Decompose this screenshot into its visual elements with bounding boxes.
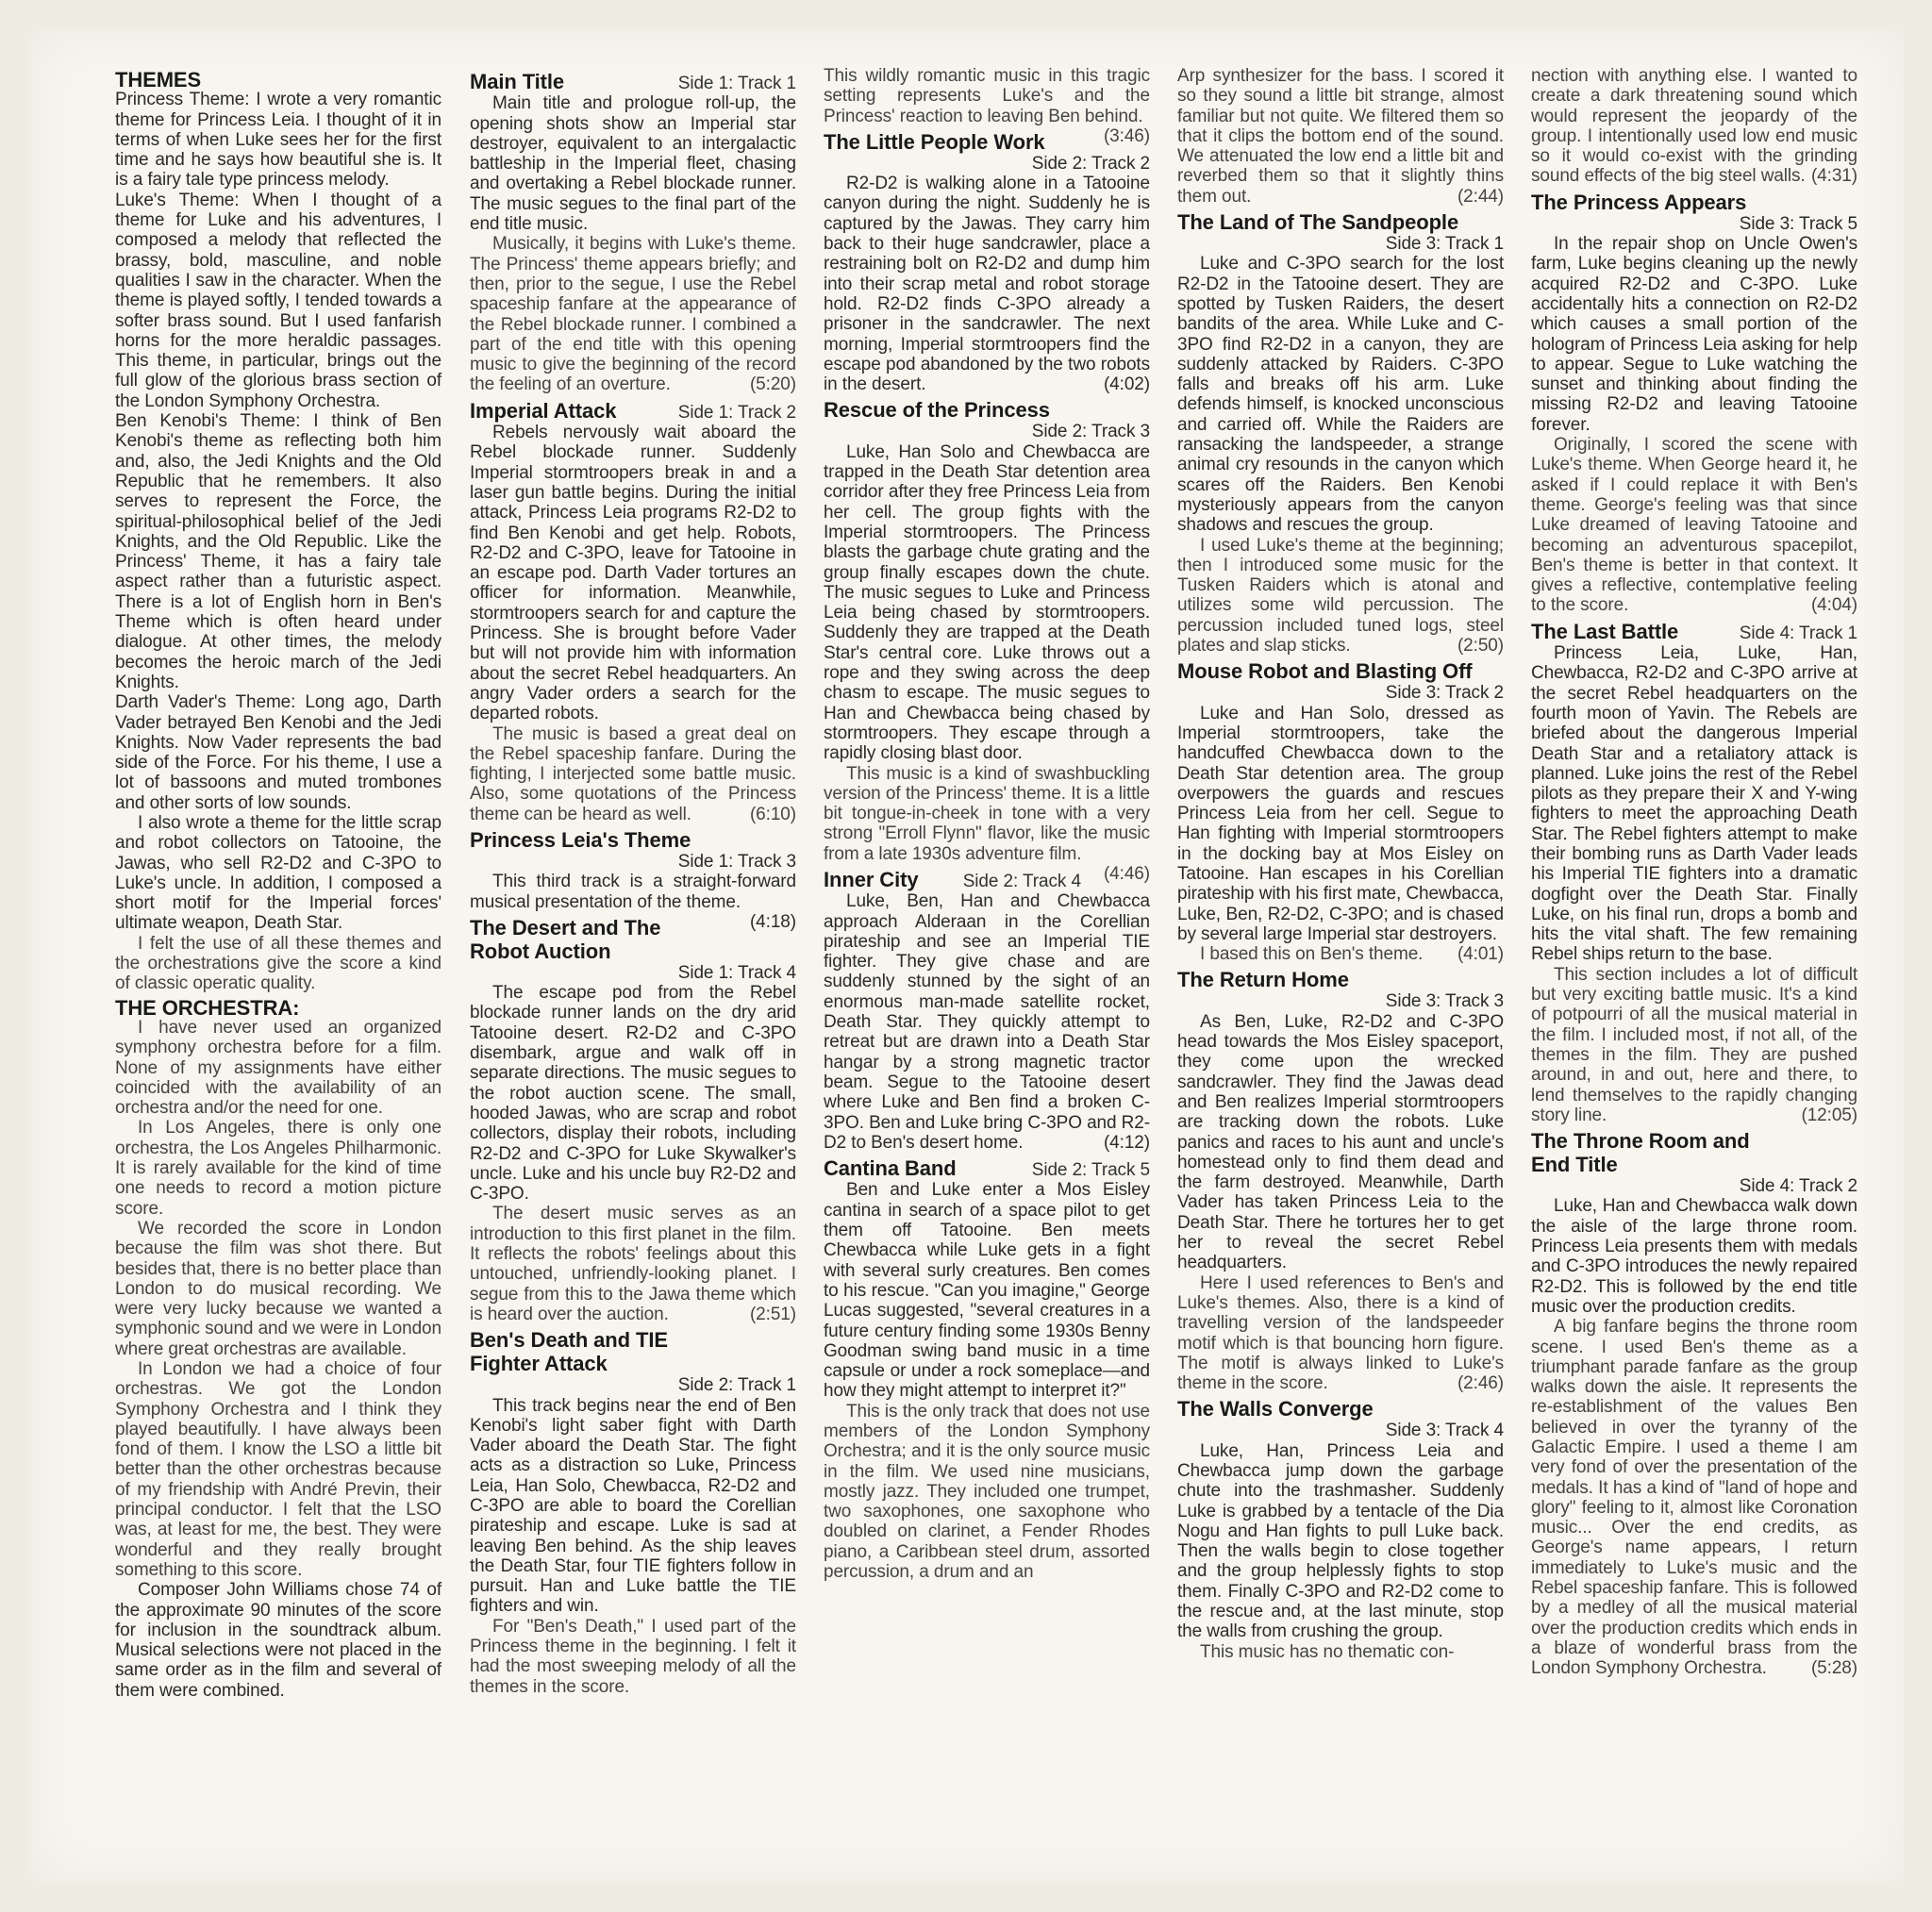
cantina-band-heading-row bbox=[824, 1156, 1150, 1180]
inner-city-desc bbox=[824, 891, 1150, 1153]
throne-room-desc: Luke, Han and Chewbacca walk down the aisle of the large throne room. Princess Leia presents them with medals and C-3PO introduces the newly repaired R2-D2. This is followed by the end title music over the production credits. bbox=[1531, 1196, 1857, 1317]
column-side1 bbox=[470, 66, 796, 1697]
main-title-duration: (5:20) bbox=[749, 374, 796, 395]
orchestra-paragraph-4: In London we had a choice of four orchestras. We got the London Symphony Orchestra and I think they played beautifully. I have always been fond of them. I know the LSO a little bit better than the other orchestras because of my friendship with André Previn, their principal conductor. I felt that the LSO was, at least for me, the best. They were wonderful and they really brought something to this score. bbox=[115, 1359, 441, 1580]
mouse-robot-duration: (4:01) bbox=[1457, 944, 1504, 965]
princess-appears-track: Side 3: Track 5 bbox=[1739, 213, 1857, 234]
leia-theme-desc bbox=[470, 872, 796, 932]
walls-converge-notes: This music has no thematic con- bbox=[1200, 1641, 1455, 1662]
last-battle-notes-text: This section includes a lot of difficult but very exciting battle music. It's a kind of potpourri of all the musical material in the film. I included most, if not all, of the themes in the film. They are pushed around, in and out, here and there, to lend themselves to the rapidly changing story line. bbox=[1531, 964, 1857, 1125]
themes-heading: THEMES bbox=[115, 68, 202, 91]
last-battle-track: Side 4: Track 1 bbox=[1739, 623, 1857, 643]
last-battle-heading-row bbox=[1531, 620, 1857, 643]
luke-theme-label: Luke's Theme: bbox=[115, 190, 240, 210]
return-home-notes bbox=[1177, 1273, 1504, 1394]
column-side3 bbox=[1177, 66, 1504, 1662]
rescue-princess-heading: Rescue of the Princess bbox=[824, 398, 1050, 423]
last-battle-notes bbox=[1531, 965, 1857, 1125]
orchestra-paragraph-2: In Los Angeles, there is only one orchestra, the Los Angeles Philharmonic. It is rarely available for the kind of time one needs to record a motion picture score. bbox=[115, 1118, 441, 1219]
inner-city-heading-row bbox=[824, 868, 1081, 891]
cantina-band-heading: Cantina Band bbox=[824, 1156, 957, 1181]
operatic-paragraph: I felt the use of all these themes and the orchestrations give the score a kind of classic operatic quality. bbox=[115, 933, 441, 994]
inner-city-track: Side 2: Track 4 bbox=[962, 871, 1081, 891]
walls-converge-desc: Luke, Han, Princess Leia and Chewbacca jump down the garbage chute into the trashmasher. Suddenly Luke is grabbed by a tentacle of the Dia Nogu and Han fights to pull Luke back. Then the walls begin to close together and the group helplessly fights to stop them. Finally C-3PO and R2-D2 come to the rescue and, at the last minute, stop the walls from crushing the group. bbox=[1177, 1440, 1504, 1642]
mouse-robot-heading: Mouse Robot and Blasting Off bbox=[1177, 659, 1473, 684]
column-themes bbox=[115, 66, 441, 1701]
little-people-desc bbox=[824, 174, 1150, 394]
walls-converge-duration: (4:31) bbox=[1810, 166, 1857, 187]
return-home-notes-text: Here I used references to Ben's and Luke's themes. Also, there is a kind of travelling version of the landspeeder motif which is that bouncing horn figure. The motif is always linked to Luke's theme in the score. bbox=[1177, 1272, 1504, 1394]
imperial-attack-heading-row bbox=[470, 399, 796, 423]
mouse-robot-track: Side 3: Track 2 bbox=[1385, 683, 1504, 704]
bens-death-track: Side 2: Track 1 bbox=[677, 1375, 796, 1396]
imperial-attack-desc: Rebels nervously wait aboard the Rebel blockade runner. Suddenly Imperial stormtroopers break in and a laser gun battle begins. During the initial attack, Princess Leia programs R2-D2 to find Ben Kenobi and get help. Robots, R2-D2 and C-3PO, leave for Tatooine in an escape pod. Darth Vader tortures an officer for information. Meanwhile, stormtroopers search for and capture the Princess. She is brought before Vader but will not provide him with information about the secret Rebel headquarters. An angry Vader orders a search for the departed robots. bbox=[470, 423, 796, 724]
princess-theme-label: Princess Theme: bbox=[115, 90, 250, 110]
princess-appears-desc: In the repair shop on Uncle Owen's farm, Luke begins cleaning up the newly acquired R2-D2 and C-3PO. Luke accidentally hits a connection on R2-D2 which causes a small portion of the hologram of Princess Leia asking for help to appear. Segue to Luke watching the sunset and thinking about finding the missing R2-D2 and leaving Tatooine forever. bbox=[1531, 234, 1857, 435]
last-battle-heading: The Last Battle bbox=[1531, 619, 1679, 643]
desert-auction-track: Side 1: Track 4 bbox=[677, 962, 796, 983]
inner-city-duration: (4:12) bbox=[1103, 1132, 1150, 1153]
orchestra-heading: THE ORCHESTRA: bbox=[115, 995, 300, 1020]
cantina-band-notes-continued-text: Arp synthesizer for the bass. I scored it so they sound a little bit strange, almost familiar but not quite. We filtered them so that it clips the bottom end of the sound. We attenuated the low end a little bit and reverbed them so that it slightly thins them out. bbox=[1177, 66, 1504, 207]
inner-city-heading: Inner City bbox=[824, 867, 919, 891]
main-title-track: Side 1: Track 1 bbox=[677, 74, 796, 93]
imperial-attack-notes-text: The music is based a great deal on the Rebel spaceship fanfare. During the fighting, I interjected some battle music. Also, some quotations of the Princess theme can be heard as well. bbox=[470, 723, 796, 824]
rescue-princess-notes-text: This music is a kind of swashbuckling version of the Princess' theme. It is a little bit tongue-in-cheek in tone with a very strong "Erroll Flynn" flavor, like the music from a late 1930s adventure film. bbox=[824, 763, 1150, 864]
mouse-robot-desc: Luke and Han Solo, dressed as Imperial stormtroopers, take the handcuffed Chewbacca down to the Death Star detention area. The group overpowers the guards and rescues Princess Leia from her cell. Segue to Han fighting with Imperial stormtroopers in the docking bay at Mos Eisley on Tatooine. Han escapes in his Corellian pirateship with his first mate, Chewbacca, Luke, Ben, R2-D2, C-3PO; and is chased by several large Imperial star destroyers. bbox=[1177, 703, 1504, 944]
sandpeople-track: Side 3: Track 1 bbox=[1385, 234, 1504, 255]
little-people-heading: The Little People Work bbox=[824, 129, 1045, 154]
desert-auction-notes-text: The desert music serves as an introduction to this first planet in the film. It reflects the robots' feelings about this untouched, unfriendly-looking planet. I segue from this to the Jawa theme which is heard over the auction. bbox=[470, 1204, 796, 1324]
orchestra-paragraph-1: I have never used an organized symphony orchestra before for a film. None of my assignments have either coincided with the availability of an orchestra and/or the need for one. bbox=[115, 1017, 441, 1119]
main-title-desc: Main title and prologue roll-up, the opening shots show an Imperial star destroyer, equivalent to an intergalactic battleship in the Imperial fleet, chasing and overtaking a Rebel blockade runner. The music segues to the final part of the end title music. bbox=[470, 93, 796, 235]
bens-death-heading: Ben's Death and TIE Fighter Attack bbox=[470, 1328, 668, 1376]
last-battle-desc: Princess Leia, Luke, Han, Chewbacca, R2-D2 and C-3PO arrive at the secret Rebel headquarters on the fourth moon of Yavin. The Rebels are briefed about the dangerous Imperial Death Star and a retaliatory attack is planned. Luke joins the rest of the Rebel pilots as they prepare their X and Y-wing fighters to meet the approaching Death Star. The Rebel fighters attempt to make their bombing runs as Darth Vader leads his Imperial TIE fighters into a dramatic dogfight over the Death Star. Finally Luke, on his final run, drops a bomb and hits the vital shaft. The few remaining Rebel ships return to the base. bbox=[1531, 643, 1857, 965]
princess-appears-notes bbox=[1531, 435, 1857, 616]
column-side4 bbox=[1531, 66, 1857, 1679]
sandpeople-heading: The Land of The Sandpeople bbox=[1177, 210, 1459, 235]
rescue-princess-duration: (4:46) bbox=[1103, 863, 1150, 884]
desert-auction-heading: The Desert and The Robot Auction bbox=[470, 915, 661, 963]
little-people-duration: (4:02) bbox=[1103, 374, 1150, 395]
mouse-robot-notes-text: I based this on Ben's theme. bbox=[1200, 944, 1424, 965]
princess-theme-paragraph bbox=[115, 90, 441, 190]
imperial-attack-track: Side 1: Track 2 bbox=[677, 402, 796, 423]
imperial-attack-heading: Imperial Attack bbox=[470, 398, 617, 423]
composer-paragraph: Composer John Williams chose 74 of the approximate 90 minutes of the score for inclusion in the soundtrack album. Musical selections were not placed in the same order as in the film and several of them were combined. bbox=[115, 1580, 441, 1701]
walls-converge-track: Side 3: Track 4 bbox=[1385, 1421, 1504, 1441]
walls-converge-notes-continued bbox=[1531, 66, 1857, 187]
luke-theme-text: When I thought of a theme for Luke and his adventures, I composed a melody that reflected the brassy, bold, masculine, and noble qualities I saw in the character. When the theme is played softly, I tended towards a softer brass sound. But I used fanfarish horns for the more heraldic passages. This theme, in particular, brings out the full glow of the glorious brass section of the London Symphony Orchestra. bbox=[115, 190, 441, 411]
vader-theme-text: Long ago, Darth Vader betrayed Ben Kenobi and the Jedi Knights. Now Vader represents the bad side of the Force. For his theme, I use a lot of bassoons and muted trombones and other sorts of low sounds. bbox=[115, 692, 441, 813]
last-battle-duration: (12:05) bbox=[1801, 1105, 1857, 1125]
vader-theme-label: Darth Vader's Theme: bbox=[115, 692, 296, 713]
rescue-princess-desc: Luke, Han Solo and Chewbacca are trapped in the Death Star detention area corridor after they free Princess Leia from her cell. The group fights with the Imperial stormtroopers. The Princess blasts the garbage chute grating and the group finally escapes down the chute. The music segues to Luke and Princess Leia being chased by stormtroopers. Suddenly they are trapped at the Death Star's central core. Luke throws out a rope and they swing across the deep chasm to escape. The music segues to Han and Chewbacca being chased by stormtroopers. They escape through a rapidly closing blast door. bbox=[824, 441, 1150, 764]
jawa-motif-paragraph: I also wrote a theme for the little scrap and robot collectors on Tatooine, the Jawas, who sell R2-D2 and C-3PO to Luke's uncle. In addition, I composed a short motif for the Imperial forces' ultimate weapon, Death Star. bbox=[115, 812, 441, 934]
rescue-princess-track: Side 2: Track 3 bbox=[1031, 422, 1150, 442]
mouse-robot-notes bbox=[1177, 944, 1504, 964]
inner-city-desc-text: Luke, Ben, Han and Chewbacca approach Alderaan in the Corellian pirateship and see an Imperial TIE fighter. They give chase and are suddenly stunned by the sight of an enormous man-made satellite rocket, Death Star. They quickly attempt to retreat but are drawn into a Death Star hangar by a strong magnetic tractor beam. Segue to the Tatooine desert where Luke and Ben find a broken C-3PO. Ben and Luke bring C-3PO and R2-D2 to Ben's desert home. bbox=[824, 891, 1150, 1153]
imperial-attack-duration: (6:10) bbox=[749, 804, 796, 824]
return-home-duration: (2:46) bbox=[1457, 1373, 1504, 1394]
column-side2 bbox=[824, 66, 1150, 1582]
cantina-band-track: Side 2: Track 5 bbox=[1031, 1160, 1150, 1181]
liner-notes-sheet bbox=[28, 28, 1904, 1884]
little-people-track: Side 2: Track 2 bbox=[1031, 153, 1150, 174]
bens-death-duration: (3:46) bbox=[1103, 125, 1150, 146]
desert-auction-notes bbox=[470, 1204, 796, 1324]
return-home-heading: The Return Home bbox=[1177, 968, 1349, 992]
leia-theme-track: Side 1: Track 3 bbox=[677, 851, 796, 872]
cantina-band-notes-continued bbox=[1177, 66, 1504, 207]
luke-theme-paragraph bbox=[115, 191, 441, 411]
sandpeople-duration: (2:50) bbox=[1457, 636, 1504, 657]
vader-theme-paragraph bbox=[115, 692, 441, 813]
bens-death-notes: For "Ben's Death," I used part of the Princess theme in the beginning. I felt it had the most sweeping melody of all the themes in the score. bbox=[470, 1616, 796, 1697]
cantina-band-duration: (2:44) bbox=[1457, 186, 1504, 207]
princess-appears-heading: The Princess Appears bbox=[1531, 190, 1747, 214]
ben-theme-text: I think of Ben Kenobi's theme as reflecting both him and, also, the Jedi Knights and the Old Republic that he remembers. It also serves to represent the Force, the spiritual-philosophical belief of the Jedi Knights, and the Old Republic. Like the Princess' Theme, it has a fairy tale aspect rather than a futuristic aspect. There is a lot of English horn in Ben's Theme which is often heard under dialogue. At other times, the melody becomes the heroic march of the Jedi Knights. bbox=[115, 411, 441, 692]
sandpeople-desc: Luke and C-3PO search for the lost R2-D2 in the Tatooine desert. They are spotted by Tusken Raiders, the desert bandits of the area. While Luke and C-3PO find R2-D2 in a canyon, they are suddenly attacked by Raiders. C-3PO falls and breaks off his arm. Luke defends himself, is knocked unconscious and carried off. While the Raiders are ransacking the landspeeder, a strange animal cry resounds in the canyon which scares off the Raiders. Ben Kenobi mysteriously appears from the canyon shadows and rescues the group. bbox=[1177, 254, 1504, 536]
ben-theme-label: Ben Kenobi's Theme: bbox=[115, 411, 301, 432]
desert-auction-desc: The escape pod from the Rebel blockade runner lands on the dry arid Tatooine desert. R2-D2 and C-3PO disembark, argue and walk off in separate directions. The music segues to the robot auction scene. The small, hooded Jawas, who are scrap and robot collectors, display their robots, including R2-D2 and C-3PO for Luke Skywalker's uncle. Luke and his uncle buy R2-D2 and C-3PO. bbox=[470, 983, 796, 1205]
bens-death-notes-continued-text: This wildly romantic music in this tragic setting represents Luke's and the Princess' reaction to leaving Ben behind. bbox=[824, 66, 1150, 126]
throne-room-notes-text: A big fanfare begins the throne room scene. I used Ben's theme as a triumphant parade fanfare as the group walks down the aisle. It represents the re-establishment of the values Ben believed in over the tyranny of the Galactic Empire. I used a theme I am very fond of over the presentation of the medals. It has a kind of "land of hope and glory" feeling to it, almost like Coronation music... Over the end credits, as George's name appears, I return immediately to Luke's music and the Rebel spaceship fanfare. This is followed by a medley of all the musical material over the production credits which ends in a blaze of wonderful brass from the London Symphony Orchestra. bbox=[1531, 1317, 1857, 1679]
ben-theme-paragraph bbox=[115, 411, 441, 692]
throne-room-duration: (5:28) bbox=[1810, 1658, 1857, 1679]
sandpeople-notes-text: I used Luke's theme at the beginning; then I introduced some music for the Tusken Raiders which is atonal and utilizes some wild percussion. The percussion included tuned logs, steel plates and slap sticks. bbox=[1177, 535, 1504, 657]
walls-converge-heading: The Walls Converge bbox=[1177, 1397, 1374, 1422]
sandpeople-notes bbox=[1177, 536, 1504, 657]
return-home-track: Side 3: Track 3 bbox=[1385, 991, 1504, 1012]
leia-theme-heading: Princess Leia's Theme bbox=[470, 827, 691, 852]
walls-converge-notes-continued-text: nection with anything else. I wanted to create a dark threatening sound which would represent the jeopardy of the group. I intentionally used low end music so it would co-exist with the grinding sound effects of the big steel walls. bbox=[1531, 66, 1857, 187]
main-title-notes bbox=[470, 234, 796, 394]
return-home-desc: As Ben, Luke, R2-D2 and C-3PO head towards the Mos Eisley spaceport, they come upon the wrecked sandcrawler. They find the Jawas dead and Ben realizes Imperial stormtroopers are tracking down the robots. Luke panics and races to his aunt and uncle's homestead only to find them dead and the farm destroyed. Meanwhile, Darth Vader has taken Princess Leia to the Death Star. There he tortures her to get her to reveal the secret Rebel headquarters. bbox=[1177, 1011, 1504, 1273]
little-people-desc-text: R2-D2 is walking alone in a Tatooine canyon during the night. Suddenly he is captured by the Jawas. They carry him back to their huge sandcrawler, place a restraining bolt on R2-D2 and dump him into their scrap metal and robot storage hold. R2-D2 finds C-3PO already a prisoner in the sandcrawler. The next morning, Imperial stormtroopers find the escape pod abandoned by the two robots in the desert. bbox=[824, 174, 1150, 395]
cantina-band-notes: This is the only track that does not use members of the London Symphony Orchestra; and it is the only source music in the film. We used nine musicians, mostly jazz. They included one trumpet, two saxophones, one saxophone who doubled on clarinet, a Fender Rhodes piano, a Caribbean steel drum, assorted percussion, a drum and an bbox=[824, 1401, 1150, 1583]
cantina-band-desc: Ben and Luke enter a Mos Eisley cantina in search of a space pilot to get them off Tatooine. Ben meets Chewbacca while Luke gets in a fight with several surly creatures. Ben comes to his rescue. "Can you imagine," George Lucas suggested, "several creatures in a future century finding some 1930s Benny Goodman swing band music in a time capsule or under a rock someplace—and how they might attempt to interpret it?" bbox=[824, 1180, 1150, 1402]
main-title-notes-text: Musically, it begins with Luke's theme. The Princess' theme appears briefly; and then, prior to the segue, I use the Rebel spaceship fanfare at the appearance of the Rebel blockade runner. I combined a part of the end title with this opening music to give the beginning of the record the feeling of an overture. bbox=[470, 234, 796, 395]
princess-theme-text: I wrote a very romantic theme for Princess Leia. I thought of it in terms of when Luke sees her for the first time and he says how beautiful she is. It is a fairy tale type princess melody. bbox=[115, 90, 441, 191]
main-title-heading: Main Title bbox=[470, 70, 565, 93]
leia-theme-desc-text: This third track is a straight-forward musical presentation of the theme. bbox=[470, 872, 796, 912]
main-title-heading-row bbox=[470, 70, 796, 93]
imperial-attack-notes bbox=[470, 724, 796, 824]
orchestra-paragraph-3: We recorded the score in London because the film was shot there. But besides that, there is no better place than London to do musical recording. We were very lucky because we wanted a symphonic sound and we were in London where great orchestras are available. bbox=[115, 1218, 441, 1359]
throne-room-track: Side 4: Track 2 bbox=[1739, 1176, 1857, 1197]
bens-death-desc: This track begins near the end of Ben Kenobi's light saber fight with Darth Vader aboard the Death Star. The fight acts as a distraction so Luke, Princess Leia, Han Solo, Chewbacca, R2-D2 and C-3PO are able to board the Corellian pirateship and escape. Luke is sad at leaving Ben behind. As the ship leaves the Death Star, four TIE fighters follow in pursuit. Han and Luke battle the TIE fighters and win. bbox=[470, 1395, 796, 1617]
princess-appears-duration: (4:04) bbox=[1810, 595, 1857, 616]
throne-room-heading: The Throne Room and End Title bbox=[1531, 1129, 1750, 1177]
princess-appears-notes-text: Originally, I scored the scene with Luke's theme. When George heard it, he asked if I could replace it with Ben's theme. George's feeling was that since Luke dreamed of leaving Tatooine and becoming an adventurous spacepilot, Ben's theme is better in that context. It gives a reflective, contemplative feeling to the score. bbox=[1531, 435, 1857, 616]
desert-auction-duration: (2:51) bbox=[749, 1304, 796, 1324]
throne-room-notes bbox=[1531, 1317, 1857, 1678]
leia-theme-duration: (4:18) bbox=[749, 911, 796, 932]
